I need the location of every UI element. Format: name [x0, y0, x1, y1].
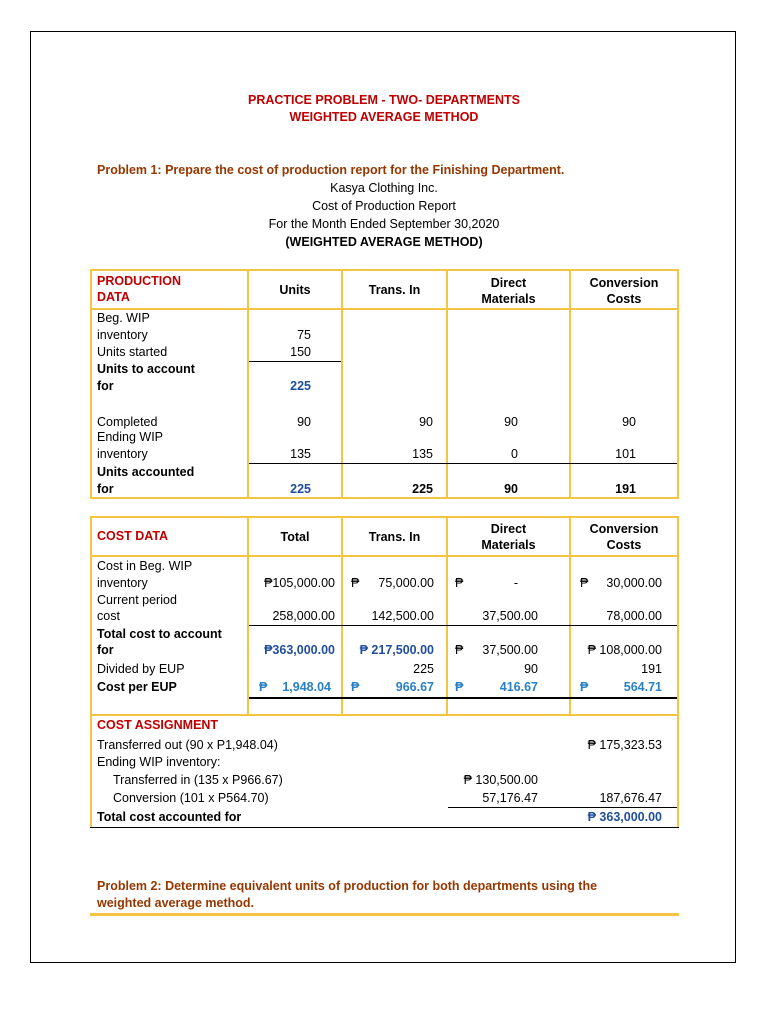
cost-per-eup-dm-symbol: ₱ — [455, 680, 464, 694]
cost-beg-cc: 30,000.00 — [606, 576, 662, 590]
completed-units: 90 — [297, 415, 311, 429]
total-cost-trans: ₱ 217,500.00 — [359, 643, 434, 657]
ending-wip-total-value: 187,676.47 — [599, 791, 662, 805]
cost-header-dm-1: Direct — [490, 522, 527, 536]
problem-1-heading: Problem 1: Prepare the cost of production report for the Finishing Department. — [97, 163, 565, 177]
production-header-units: Units — [279, 283, 311, 297]
cost-current-total: 258,000.00 — [272, 609, 335, 623]
units-accounted-cc: 191 — [615, 482, 636, 496]
production-header-label-2: DATA — [97, 290, 130, 304]
total-cost-accounted-value: ₱ 363,000.00 — [587, 810, 662, 824]
production-header-dm-1: Direct — [490, 276, 527, 290]
cost-header-trans: Trans. In — [368, 530, 421, 544]
production-header-divider — [90, 308, 679, 310]
total-cost-dm: 37,500.00 — [482, 643, 538, 657]
cost-assignment-header: COST ASSIGNMENT — [97, 718, 219, 732]
production-header-trans: Trans. In — [368, 283, 421, 297]
beg-wip-label-1: Beg. WIP — [97, 311, 150, 325]
cost-per-eup-cc: 564.71 — [623, 680, 662, 694]
divided-by-eup-label: Divided by EUP — [97, 662, 185, 676]
total-cost-total: ₱363,000.00 — [264, 643, 335, 657]
divided-by-eup-cc: 191 — [641, 662, 662, 676]
units-accounted-units: 225 — [290, 482, 311, 496]
units-started-label: Units started — [97, 345, 168, 359]
completed-trans: 90 — [419, 415, 433, 429]
ending-wip-label-2: inventory — [97, 447, 148, 461]
cost-beg-label-2: inventory — [97, 576, 148, 590]
cost-beg-trans: 75,000.00 — [378, 576, 434, 590]
cost-per-eup-total-symbol: ₱ — [259, 680, 268, 694]
units-to-account-label-1: Units to account — [97, 362, 195, 376]
units-to-account-label-2: for — [97, 379, 114, 393]
cost-per-eup-total: 1,948.04 — [282, 680, 331, 694]
beg-wip-label-2: inventory — [97, 328, 148, 342]
cost-beg-label-1: Cost in Beg. WIP — [97, 559, 193, 573]
transferred-out-label: Transferred out (90 x P1,948.04) — [97, 738, 278, 752]
ending-wip-inventory-label: Ending WIP inventory: — [97, 755, 221, 769]
report-name: Cost of Production Report — [312, 199, 456, 213]
problem-2-underline — [90, 913, 679, 916]
cost-per-eup-label: Cost per EUP — [97, 680, 177, 694]
cost-per-eup-dm: 416.67 — [499, 680, 538, 694]
cost-beg-dm: - — [513, 576, 518, 590]
units-accounted-label-2: for — [97, 482, 114, 496]
cost-beg-total: ₱105,000.00 — [264, 576, 335, 590]
conversion-value: 57,176.47 — [482, 791, 538, 805]
cost-current-dm: 37,500.00 — [482, 609, 538, 623]
total-cost-label-1: Total cost to account — [97, 627, 222, 641]
title-line-1: PRACTICE PROBLEM - TWO- DEPARTMENTS — [248, 93, 520, 107]
cost-per-eup-cc-symbol: ₱ — [580, 680, 589, 694]
completed-label: Completed — [97, 415, 158, 429]
cost-header-dm-2: Materials — [481, 538, 536, 552]
cost-per-eup-trans: 966.67 — [395, 680, 434, 694]
transferred-in-value: ₱ 130,500.00 — [463, 773, 538, 787]
cost-current-label-2: cost — [97, 609, 120, 623]
ending-wip-units: 135 — [290, 447, 311, 461]
report-method: (WEIGHTED AVERAGE METHOD) — [285, 235, 483, 249]
company-name: Kasya Clothing Inc. — [330, 181, 438, 195]
ending-wip-label-1: Ending WIP — [97, 430, 164, 444]
production-header-dm-2: Materials — [481, 292, 536, 306]
ending-wip-cc: 101 — [615, 447, 636, 461]
units-accounted-trans: 225 — [412, 482, 433, 496]
units-accounted-dm: 90 — [504, 482, 518, 496]
cost-beg-dm-symbol: ₱ — [455, 576, 464, 590]
cost-beg-trans-symbol: ₱ — [351, 576, 360, 590]
total-cost-label-2: for — [97, 643, 114, 657]
cost-header-cc-1: Conversion — [589, 522, 659, 536]
divided-by-eup-dm: 90 — [524, 662, 538, 676]
total-cost-dm-symbol: ₱ — [455, 643, 464, 657]
ending-wip-dm: 0 — [511, 447, 518, 461]
production-header-cc-1: Conversion — [589, 276, 659, 290]
conversion-label: Conversion (101 x P564.70) — [113, 791, 269, 805]
transferred-in-label: Transferred in (135 x P966.67) — [113, 773, 283, 787]
transferred-out-value: ₱ 175,323.53 — [587, 738, 662, 752]
completed-dm: 90 — [504, 415, 518, 429]
completed-cc: 90 — [622, 415, 636, 429]
units-accounted-label-1: Units accounted — [97, 465, 195, 479]
total-cost-accounted-label: Total cost accounted for — [97, 810, 242, 824]
divided-by-eup-trans: 225 — [413, 662, 434, 676]
problem-2-line-1: Problem 2: Determine equivalent units of production for both departments using the — [97, 879, 598, 893]
cost-header-total: Total — [280, 530, 310, 544]
cost-header-cc-2: Costs — [606, 538, 642, 552]
cost-beg-cc-symbol: ₱ — [580, 576, 589, 590]
report-period: For the Month Ended September 30,2020 — [268, 217, 500, 231]
cost-per-eup-trans-symbol: ₱ — [351, 680, 360, 694]
units-started-value: 150 — [290, 345, 311, 359]
cost-header-label: COST DATA — [97, 529, 169, 543]
production-header-label-1: PRODUCTION — [97, 274, 182, 288]
title-line-2: WEIGHTED AVERAGE METHOD — [289, 110, 479, 124]
cost-current-label-1: Current period — [97, 593, 177, 607]
beg-wip-units: 75 — [297, 328, 311, 342]
cost-header-divider — [90, 555, 679, 557]
total-cost-cc: ₱ 108,000.00 — [587, 643, 662, 657]
ending-wip-trans: 135 — [412, 447, 433, 461]
production-header-cc-2: Costs — [606, 292, 642, 306]
cost-current-trans: 142,500.00 — [371, 609, 434, 623]
units-to-account-value: 225 — [290, 379, 311, 393]
problem-2-line-2: weighted average method. — [97, 896, 254, 910]
cost-current-cc: 78,000.00 — [606, 609, 662, 623]
